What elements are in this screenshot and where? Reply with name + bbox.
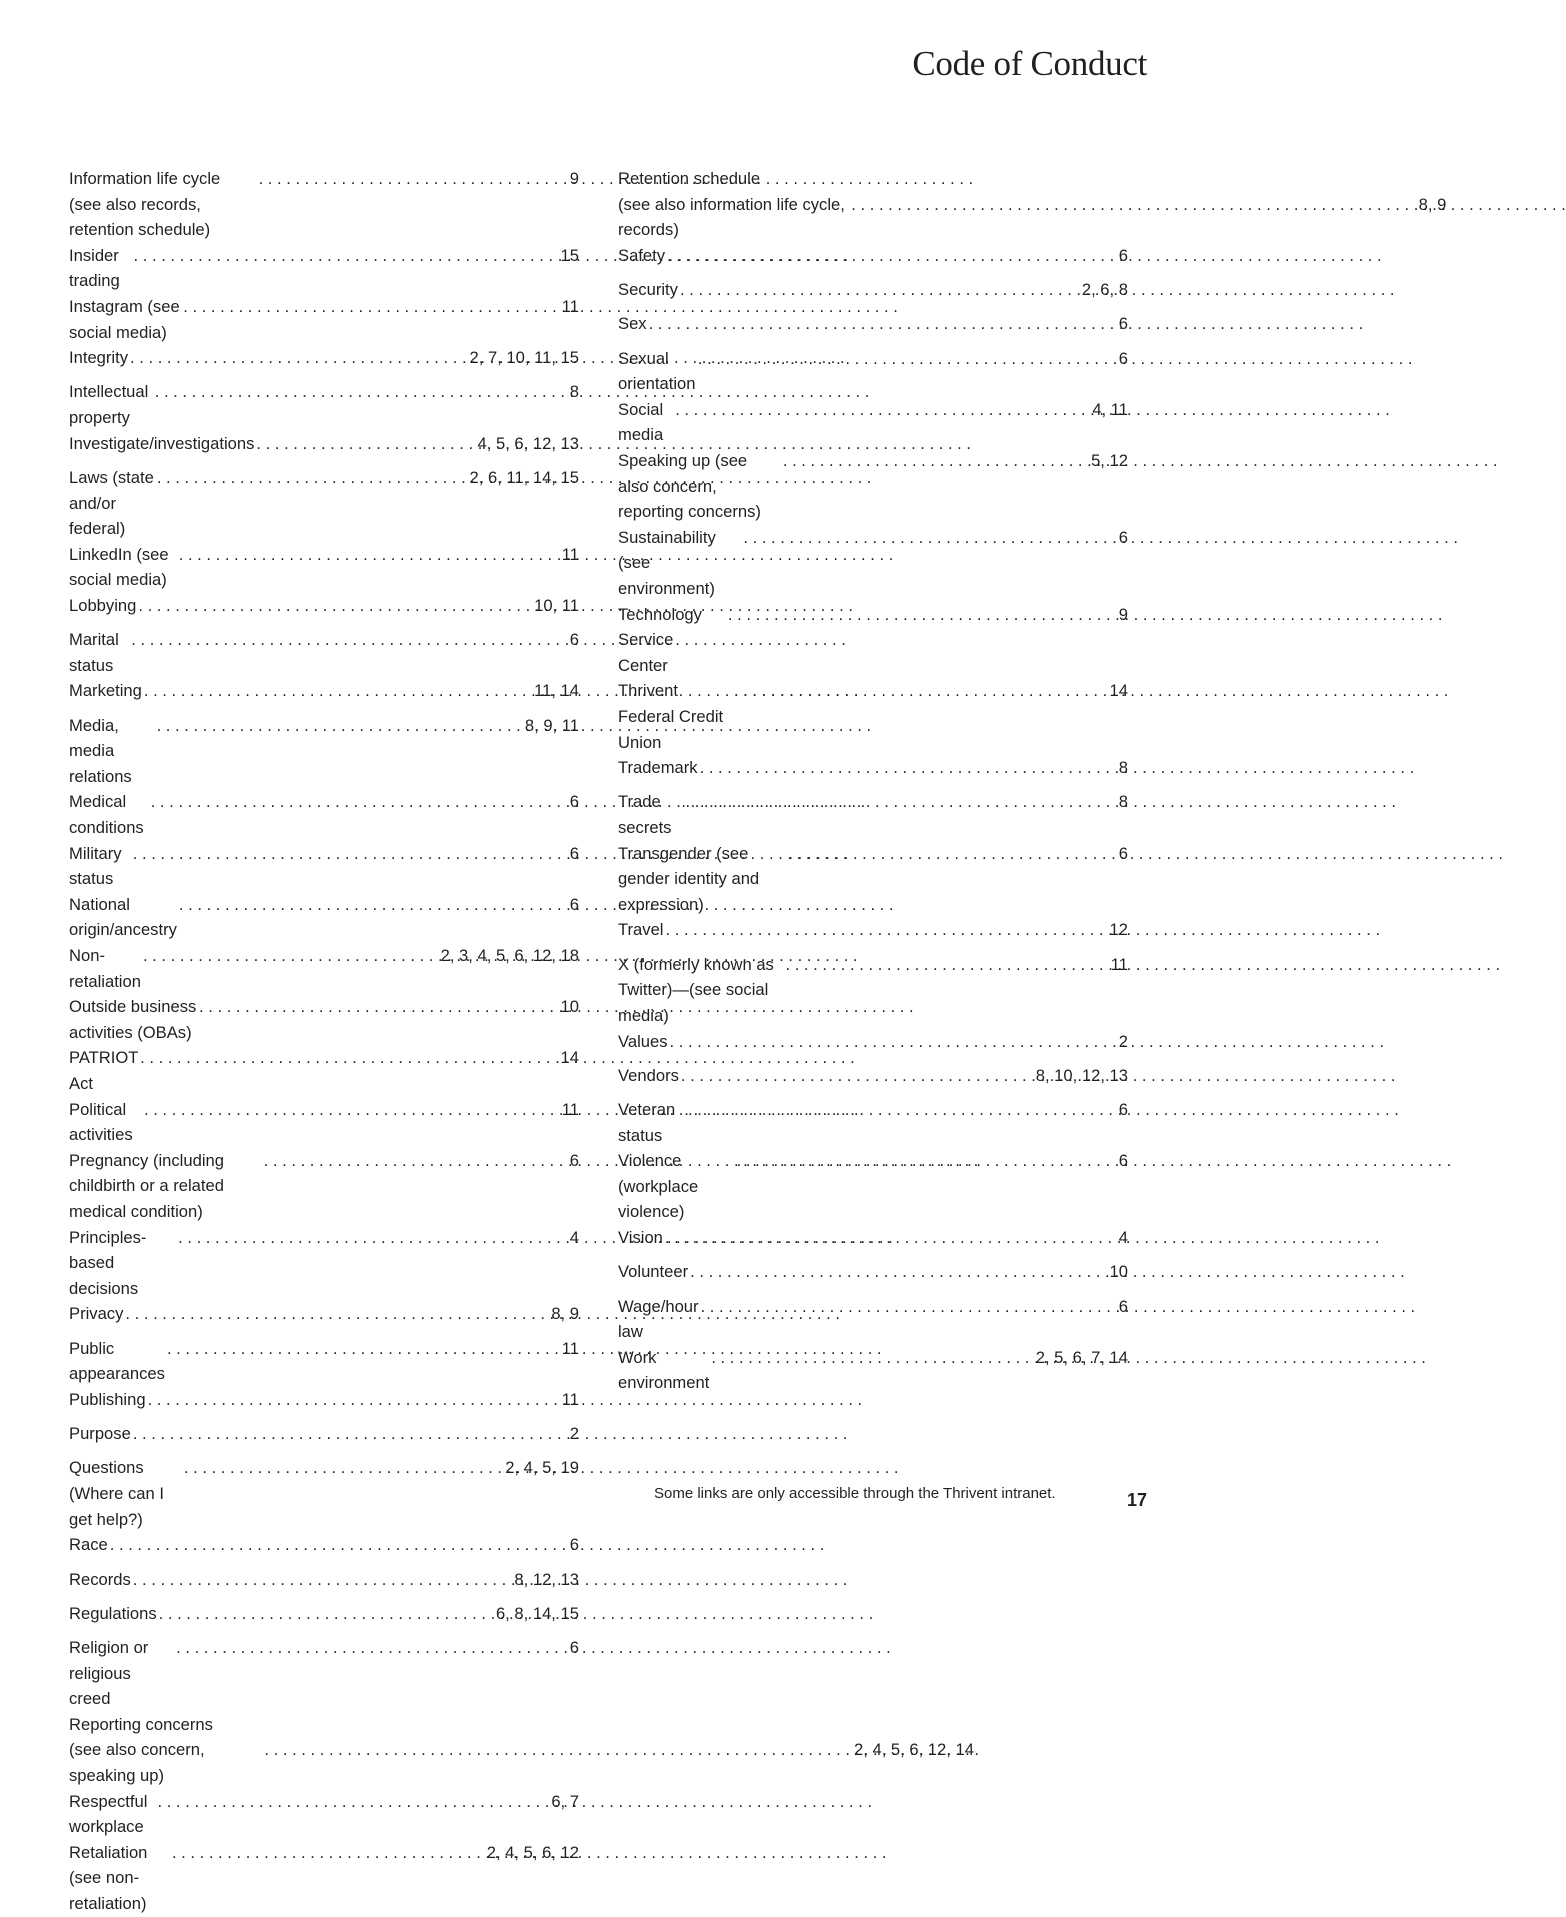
dot-leader bbox=[177, 542, 562, 568]
index-entry-pages: 6 bbox=[1118, 1296, 1128, 1316]
index-entry-term: Outside business activities (OBAs) bbox=[69, 997, 197, 1042]
index-entry-pages: 2, 6, 8 bbox=[1081, 280, 1128, 300]
index-entry bbox=[69, 1225, 579, 1302]
index-entry bbox=[618, 397, 1128, 448]
page-number: 17 bbox=[1127, 1490, 1148, 1510]
index-entry-term: Vision bbox=[618, 1228, 663, 1248]
index-entry-pages: 11 bbox=[561, 1389, 579, 1409]
index-entry-term: Purpose bbox=[69, 1424, 131, 1444]
index-entry-term: Race bbox=[69, 1535, 108, 1555]
index-entry-term: PATRIOT Act bbox=[69, 1048, 139, 1093]
index-entry-pages: 6 bbox=[1118, 348, 1128, 368]
index-entry-pages: 12 bbox=[1109, 920, 1128, 940]
index-entry-term: Integrity bbox=[69, 348, 129, 368]
index-entry-term: Religion or religious creed bbox=[69, 1638, 149, 1709]
index-entry bbox=[69, 166, 579, 243]
index-entry bbox=[618, 1097, 1128, 1148]
dot-leader bbox=[696, 346, 1119, 372]
index-entry-pages: 4 bbox=[569, 1227, 579, 1247]
index-entry-pages: 4 bbox=[1118, 1228, 1128, 1248]
index-entry-pages: 4, 11 bbox=[1092, 399, 1128, 419]
index-entry-pages: 4, 5, 6, 12, 13 bbox=[477, 433, 579, 453]
dot-leader bbox=[679, 1063, 1036, 1089]
index-entry bbox=[69, 593, 579, 627]
dot-leader bbox=[849, 192, 1418, 243]
dot-leader bbox=[783, 952, 1110, 978]
index-entry-term: Military status bbox=[69, 843, 122, 889]
dot-leader bbox=[781, 448, 1091, 474]
dot-leader bbox=[142, 678, 534, 704]
index-entry-pages: 2 bbox=[1118, 1031, 1128, 1051]
index-entry-pages: 6 bbox=[569, 1150, 579, 1170]
dot-leader bbox=[262, 1148, 570, 1174]
index-entry-pages: 11 bbox=[561, 296, 579, 316]
index-entry-term: Public appearances bbox=[69, 1338, 165, 1384]
index-entry-term: Marketing bbox=[69, 681, 142, 701]
index-entry bbox=[69, 789, 579, 840]
index-entry-term: Intellectual property bbox=[69, 382, 149, 428]
index-entry-pages: 11 bbox=[561, 1338, 579, 1358]
index-entry-term: Technology Service Center bbox=[618, 604, 702, 675]
index-entry bbox=[618, 1294, 1128, 1345]
dot-leader bbox=[709, 1345, 1035, 1371]
index-entry-pages: 2 bbox=[569, 1424, 579, 1444]
dot-leader bbox=[182, 1455, 505, 1481]
index-entry bbox=[69, 1712, 974, 1789]
dot-leader bbox=[128, 345, 469, 371]
index-entry bbox=[69, 678, 579, 712]
dot-leader bbox=[735, 1148, 1119, 1174]
dot-leader bbox=[197, 994, 560, 1020]
index-entry-term: Retaliation (see non-retaliation) bbox=[69, 1842, 148, 1914]
index-entry-term: Laws (state and/or federal) bbox=[69, 467, 154, 539]
index-entry-term: Non-retaliation bbox=[69, 946, 141, 991]
dot-leader bbox=[668, 1029, 1119, 1055]
dot-leader bbox=[664, 917, 1110, 943]
index-entry-pages: 8 bbox=[1118, 792, 1128, 812]
dot-leader bbox=[682, 1097, 1119, 1123]
index-entry bbox=[618, 1345, 1128, 1396]
index-entry-term: Retention schedule bbox=[618, 169, 761, 188]
index-entry-term: Marital status bbox=[69, 630, 119, 675]
index-entry-term: Insider trading bbox=[69, 245, 120, 291]
dot-leader bbox=[741, 525, 1118, 551]
index-entry-term: Questions (Where can I get help?) bbox=[69, 1458, 164, 1529]
index-entry bbox=[69, 1336, 579, 1387]
index-entry-pages: 2, 6, 11, 14, 15 bbox=[469, 467, 579, 487]
index-entry-pages: 2, 4, 5, 6, 12 bbox=[486, 1842, 579, 1862]
index-entry bbox=[69, 1421, 579, 1455]
index-entry-term: Privacy bbox=[69, 1304, 124, 1324]
index-entry bbox=[69, 379, 579, 430]
dot-leader bbox=[673, 397, 1092, 423]
index-entry-pages: 10, 11 bbox=[534, 595, 579, 615]
index-entry bbox=[69, 1840, 579, 1917]
index-entry-pages: 8, 12, 13 bbox=[514, 1569, 579, 1589]
index-entry bbox=[69, 1635, 579, 1712]
index-entry bbox=[69, 431, 579, 465]
index-entry-pages: 6 bbox=[1118, 843, 1128, 863]
dot-leader bbox=[678, 277, 1082, 303]
dot-leader bbox=[138, 1045, 560, 1071]
index-entry-pages: 8 bbox=[569, 382, 579, 402]
page-title: Code of Conduct bbox=[912, 44, 1147, 83]
index-entry-pages: 2, 4, 5, 6, 12, 14 bbox=[854, 1740, 974, 1760]
index-entry bbox=[618, 311, 1128, 345]
index-entry-pages: 6, 8, 14, 15 bbox=[495, 1603, 579, 1623]
index-entry bbox=[69, 713, 579, 790]
dot-leader bbox=[176, 1225, 570, 1251]
index-entry-pages: 9 bbox=[1118, 604, 1128, 624]
index-entry-term: Volunteer bbox=[618, 1262, 689, 1282]
index-entry-pages: 2, 3, 4, 5, 6, 12, 18 bbox=[440, 946, 579, 966]
dot-leader bbox=[155, 465, 470, 491]
index-entry bbox=[69, 1301, 579, 1335]
index-entry-term: Sex bbox=[618, 314, 647, 334]
dot-leader bbox=[174, 1635, 570, 1661]
dot-leader bbox=[146, 1387, 562, 1413]
index-column-right bbox=[618, 166, 1447, 1396]
index-entry bbox=[69, 841, 579, 892]
index-entry-term: LinkedIn (see social media) bbox=[69, 544, 169, 590]
index-entry-term: Instagram (see social media) bbox=[69, 296, 180, 342]
index-entry-pages: 6 bbox=[569, 1638, 579, 1658]
dot-leader bbox=[688, 1259, 1109, 1285]
index-entry-pages: 6 bbox=[1118, 1151, 1128, 1171]
index-entry-term: Transgender (see gender identity and expression) bbox=[618, 843, 760, 914]
index-entry-pages: 5, 12 bbox=[1091, 451, 1128, 471]
dot-leader bbox=[131, 841, 570, 867]
index-entry-term: Trademark bbox=[618, 758, 698, 778]
index-entry bbox=[618, 678, 1128, 755]
index-entry-term: Safety bbox=[618, 245, 666, 265]
index-entry-term: Values bbox=[618, 1031, 668, 1051]
index-entry bbox=[618, 755, 1128, 789]
index-entry bbox=[618, 525, 1128, 602]
dot-leader bbox=[132, 243, 561, 269]
index-entry-term: Violence (workplace violence) bbox=[618, 1151, 699, 1222]
dot-leader bbox=[165, 1336, 562, 1362]
index-entry-pages: 14 bbox=[1109, 681, 1128, 701]
index-entry bbox=[69, 1097, 579, 1148]
index-entry-pages: 9 bbox=[569, 169, 579, 188]
index-entry bbox=[69, 1601, 579, 1635]
index-entry bbox=[69, 943, 579, 994]
index-entry bbox=[618, 1259, 1128, 1293]
index-entry-pages: 8 bbox=[1118, 758, 1128, 778]
index-entry-term: Media, media relations bbox=[69, 715, 132, 786]
index-entry bbox=[69, 892, 579, 943]
index-entry bbox=[618, 1063, 1128, 1097]
index-entry-term: Respectful workplace bbox=[69, 1791, 148, 1837]
index-entry bbox=[618, 1225, 1128, 1259]
index-entry-pages: 2, 5, 6, 7, 14 bbox=[1035, 1347, 1128, 1367]
index-entry-pages: 11 bbox=[561, 544, 579, 564]
index-entry-pages: 8, 9 bbox=[551, 1304, 579, 1324]
index-entry bbox=[618, 952, 1128, 1029]
dot-leader bbox=[131, 1567, 515, 1593]
index-entry-pages: 6 bbox=[1118, 245, 1128, 265]
index-entry-pages: 2, 7, 10, 11, 15 bbox=[469, 348, 579, 368]
dot-leader bbox=[699, 1294, 1119, 1320]
index-entry-term-continued: (see also information life cycle, records) bbox=[618, 194, 845, 240]
index-entry bbox=[618, 277, 1128, 311]
dot-leader bbox=[155, 1789, 551, 1815]
dot-leader bbox=[698, 755, 1119, 781]
index-entry-term: Political activities bbox=[69, 1099, 133, 1145]
dot-leader bbox=[726, 602, 1119, 628]
index-entry-pages: 8, 10, 12, 13 bbox=[1035, 1065, 1128, 1085]
index-entry bbox=[69, 542, 579, 593]
index-entry-term: Speaking up (see also concern, reporting concerns) bbox=[618, 451, 761, 522]
index-entry-term: Thrivent Federal Credit Union bbox=[618, 681, 724, 752]
dot-leader bbox=[149, 789, 570, 815]
index-entry bbox=[618, 166, 1447, 243]
index-entry bbox=[69, 1532, 579, 1566]
dot-leader bbox=[665, 243, 1119, 269]
index-entry-pages: 6 bbox=[569, 843, 579, 863]
footer-note: Some links are only accessible through the Thrivent intranet. bbox=[654, 1485, 1056, 1502]
index-entry-pages: 6 bbox=[1118, 314, 1128, 334]
index-entry-term: Medical conditions bbox=[69, 792, 144, 838]
index-entry-term: National origin/ancestry bbox=[69, 894, 177, 940]
dot-leader bbox=[123, 1301, 551, 1327]
index-entry-term: X (formerly known as Twitter)—(see social media) bbox=[618, 954, 774, 1025]
index-entry-pages: 14 bbox=[560, 1048, 579, 1068]
dot-leader bbox=[262, 1737, 854, 1788]
index-entry-term: Wage/hour law bbox=[618, 1296, 699, 1342]
index-entry-term-continued: (see also concern, speaking up) bbox=[69, 1740, 205, 1786]
index-entry bbox=[69, 1789, 579, 1840]
dot-leader bbox=[153, 379, 570, 405]
dot-leader bbox=[177, 892, 570, 918]
index-entry-pages: 8, 9, 11 bbox=[524, 715, 579, 735]
index-entry-pages: 11 bbox=[561, 1099, 579, 1119]
index-entry bbox=[69, 627, 579, 678]
index-entry-pages: 6 bbox=[569, 792, 579, 812]
index-entry-term: Pregnancy (including childbirth or a related medical condition) bbox=[69, 1150, 224, 1221]
index-entry-term: Investigate/investigations bbox=[69, 433, 255, 453]
dot-leader bbox=[129, 627, 570, 653]
index-entry-term: Social media bbox=[618, 399, 664, 445]
dot-leader bbox=[157, 1601, 496, 1627]
dot-leader bbox=[257, 166, 570, 192]
index-entry bbox=[618, 243, 1128, 277]
index-entry-pages: 6 bbox=[569, 1535, 579, 1555]
index-entry-term: Work environment bbox=[618, 1347, 710, 1393]
index-entry-term: Records bbox=[69, 1569, 131, 1589]
index-entry bbox=[69, 465, 579, 542]
index-entry-pages: 15 bbox=[560, 245, 579, 265]
index-entry-term: Sexual orientation bbox=[618, 348, 696, 394]
index-entry-term: Publishing bbox=[69, 1389, 146, 1409]
index-entry-term: Reporting concerns bbox=[69, 1714, 213, 1734]
index-entry-term: Principles-based decisions bbox=[69, 1227, 147, 1298]
index-entry bbox=[69, 1567, 579, 1601]
dot-leader bbox=[142, 1097, 562, 1123]
index-entry-pages: 10 bbox=[1109, 1262, 1128, 1282]
index-entry-pages: 6 bbox=[569, 894, 579, 914]
index-entry bbox=[69, 243, 579, 294]
index-entry-pages: 6 bbox=[569, 630, 579, 650]
index-entry bbox=[618, 448, 1128, 525]
index-entry bbox=[69, 1045, 579, 1096]
index-entry-pages: 2, 4, 5, 19 bbox=[505, 1458, 579, 1478]
index-entry-term: Lobbying bbox=[69, 595, 137, 615]
dot-leader bbox=[108, 1532, 570, 1558]
dot-leader bbox=[254, 431, 477, 457]
dot-leader bbox=[786, 841, 1118, 867]
index-entry-pages: 11, 14 bbox=[534, 681, 579, 701]
index-entry-pages: 6 bbox=[1118, 527, 1128, 547]
index-entry bbox=[618, 917, 1128, 951]
index-entry-term: Trade secrets bbox=[618, 792, 672, 838]
index-entry bbox=[69, 1387, 579, 1421]
dot-leader bbox=[155, 713, 525, 739]
index-entry-term: Veteran status bbox=[618, 1100, 676, 1145]
dot-leader bbox=[679, 789, 1118, 815]
index-entry-pages: 6 bbox=[1118, 1100, 1128, 1120]
index-entry bbox=[69, 1455, 579, 1532]
index-entry bbox=[618, 1148, 1128, 1225]
index-entry bbox=[69, 1148, 579, 1225]
dot-leader bbox=[732, 678, 1110, 704]
index-entry-pages: 10 bbox=[560, 997, 579, 1017]
index-entry bbox=[69, 994, 579, 1045]
dot-leader bbox=[181, 294, 562, 320]
index-entry bbox=[69, 345, 579, 379]
index-entry bbox=[618, 841, 1128, 918]
dot-leader bbox=[136, 593, 534, 619]
index-entry-term: Travel bbox=[618, 920, 664, 940]
index-entry-term: Vendors bbox=[618, 1065, 679, 1085]
index-entry bbox=[618, 602, 1128, 679]
dot-leader bbox=[141, 943, 441, 969]
index-entry bbox=[618, 346, 1128, 397]
dot-leader bbox=[170, 1840, 487, 1866]
index-entry-pages: 11 bbox=[1110, 954, 1128, 974]
index-entry-pages: 6, 7 bbox=[551, 1791, 579, 1811]
dot-leader bbox=[663, 1225, 1119, 1251]
index-entry-term: Security bbox=[618, 280, 678, 300]
index-entry-term: Information life cycle (see also records, retention schedule) bbox=[69, 169, 221, 240]
index-entry bbox=[618, 1029, 1128, 1063]
index-entry-term: Sustainability (see environment) bbox=[618, 527, 716, 599]
index-entry-term: Regulations bbox=[69, 1603, 157, 1623]
index-entry-pages: 8, 9 bbox=[1418, 194, 1447, 214]
index-entry bbox=[69, 294, 579, 345]
index-entry bbox=[618, 789, 1128, 840]
dot-leader bbox=[647, 311, 1119, 337]
dot-leader bbox=[131, 1421, 570, 1447]
